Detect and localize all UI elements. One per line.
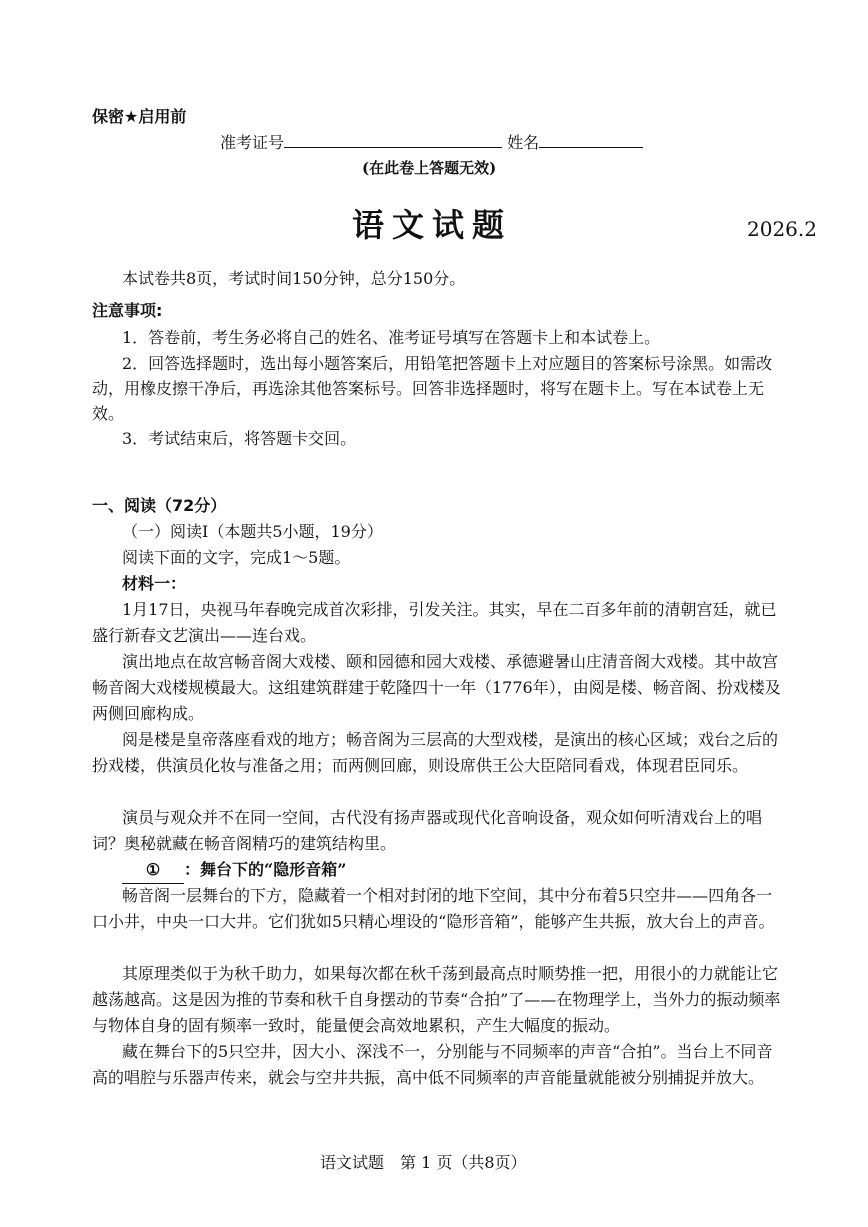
notice-item-3: 3．考试结束后，将答题卡交回。 (122, 429, 357, 448)
paragraph: 演员与观众并不在同一空间，古代没有扬声器或现代化音响设备，观众如何听清戏台上的唱词？奥秘就藏在畅音阁精巧的建筑结构里。 (92, 808, 763, 853)
notice-heading: 注意事项: (92, 301, 163, 320)
subheading-text: ：舞台下的“隐形音箱” (184, 860, 347, 879)
intro-text: 本试卷共8页，考试时间150分钟，总分150分。 (122, 269, 466, 288)
exam-number-blank (284, 133, 502, 148)
candidate-info-line (220, 130, 643, 153)
page-footer: 语文试题 第 1 页（共8页） (320, 1153, 527, 1172)
paragraph: 1月17日，央视马年春晚完成首次彩排，引发关注。其实，早在二百多年前的清朝宫廷，就已盛行新春文艺演出——连台戏。 (92, 600, 777, 645)
exam-number-label: 准考证号 (220, 133, 285, 152)
confidential-label: 保密★启用前 (92, 107, 187, 126)
page-title: 语文试题 (352, 206, 513, 244)
name-blank (539, 133, 643, 148)
subheading-line (122, 857, 346, 884)
name-label: 姓名 (507, 133, 540, 152)
invalid-answer-note: (在此卷上答题无效) (362, 159, 497, 177)
subsection-heading: （一）阅读Ⅰ（本题共5小题，19分） (122, 522, 383, 541)
paragraph: 演出地点在故宫畅音阁大戏楼、颐和园德和园大戏楼、承德避暑山庄清音阁大戏楼。其中故宫畅音阁大戏楼规模最大。这组建筑群建于乾隆四十一年（1776年），由阅是楼、畅音阁、扮戏楼及两侧回廊构成。 (92, 652, 781, 723)
paragraph: 其原理类似于为秋千助力，如果每次都在秋千荡到最高点时顺势推一把，用很小的力就能让它越荡越高。这是因为推的节奏和秋千自身摆动的节奏“合拍”了——在物理学上，当外力的振动频率与物体自身的固有频率一致时，能量便会高效地累积，产生大幅度的振动。 (92, 964, 781, 1035)
subheading-blank: ① (122, 857, 184, 884)
instruction-text: 阅读下面的文字，完成1～5题。 (122, 548, 351, 567)
notice-item-1: 1．答卷前，考生务必将自己的姓名、准考证号填写在答题卡上和本试卷上。 (122, 328, 661, 347)
section-heading: 一、阅读（72分） (92, 496, 227, 515)
material-label: 材料一： (122, 574, 187, 593)
exam-date: 2026.2 (747, 217, 817, 241)
paragraph: 畅音阁一层舞台的下方，隐藏着一个相对封闭的地下空间，其中分布着5只空井——四角各一口小井，中央一口大井。它们犹如5只精心埋设的“隐形音箱”，能够产生共振，放大台上的声音。 (92, 886, 775, 931)
paragraph: 藏在舞台下的5只空井，因大小、深浅不一，分别能与不同频率的声音“合拍”。当台上不同音高的唱腔与乐器声传来，就会与空井共振，高中低不同频率的声音能量就能被分别捕捉并放大。 (92, 1042, 773, 1087)
notice-item-2: 2．回答选择题时，选出每小题答案后，用铅笔把答题卡上对应题目的答案标号涂黑。如需改动，用橡皮擦干净后，再选涂其他答案标号。回答非选择题时，将写在题卡上。写在本试卷上无效。 (92, 354, 773, 423)
paragraph: 阅是楼是皇帝落座看戏的地方；畅音阁为三层高的大型戏楼，是演出的核心区域；戏台之后的扮戏楼，供演员化妆与准备之用；而两侧回廊，则设席供王公大臣陪同看戏，体现君臣同乐。 (92, 730, 779, 775)
